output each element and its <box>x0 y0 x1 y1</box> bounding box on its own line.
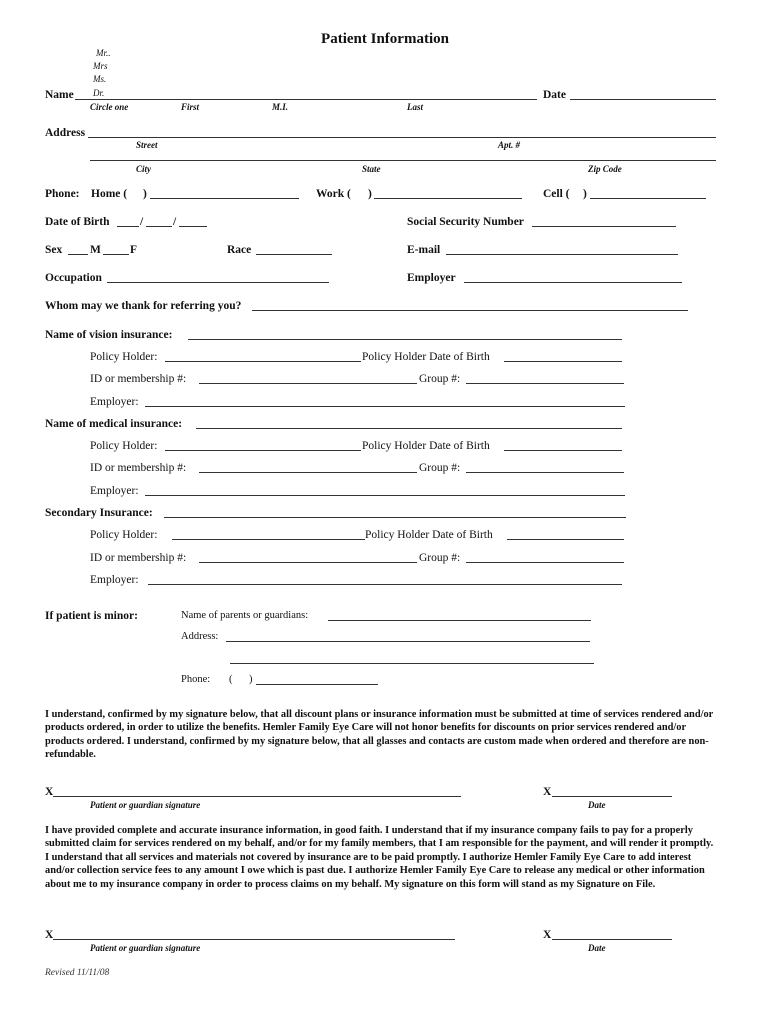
apt-caption: Apt. # <box>498 140 521 150</box>
dob-year-line <box>179 226 207 227</box>
vision-insurance-field[interactable] <box>190 326 620 339</box>
referral-line <box>252 310 688 311</box>
signature-date-x-2: X <box>543 929 552 941</box>
employer-label: Employer <box>407 272 456 284</box>
vision-id-field[interactable] <box>201 370 415 383</box>
vision-employer-label: Employer: <box>90 396 139 408</box>
medical-group-label: Group #: <box>419 462 461 474</box>
state-caption: State <box>362 164 381 174</box>
dob-label: Date of Birth <box>45 216 110 228</box>
address-field[interactable] <box>90 124 710 137</box>
ssn-label: Social Security Number <box>407 216 524 228</box>
signature-date-line-2 <box>552 939 672 940</box>
secondary-holder-dob-field[interactable] <box>509 526 622 539</box>
occupation-line <box>107 282 329 283</box>
medical-group-line <box>466 472 624 473</box>
cell-phone-field[interactable] <box>572 185 706 198</box>
work-phone-field[interactable] <box>352 185 520 198</box>
vision-group-label: Group #: <box>419 373 461 385</box>
medical-employer-line <box>145 495 625 496</box>
cell-phone-label: Cell ( <box>543 188 570 200</box>
medical-employer-label: Employer: <box>90 485 139 497</box>
title-option-ms[interactable]: Ms. <box>93 74 107 84</box>
guardian-name-label: Name of parents or guardians: <box>181 610 309 621</box>
occupation-field[interactable] <box>109 269 327 282</box>
vision-insurance-line <box>188 339 622 340</box>
page-title: Patient Information <box>321 31 449 47</box>
home-phone-line <box>150 198 299 199</box>
signature-date-caption-2: Date <box>588 943 606 953</box>
dob-month-line <box>117 226 139 227</box>
secondary-employer-line <box>148 584 622 585</box>
mi-caption: M.I. <box>272 102 289 112</box>
secondary-group-field[interactable] <box>468 549 622 562</box>
vision-policy-holder-line <box>165 361 361 362</box>
email-line <box>446 254 678 255</box>
signature-line-1 <box>53 796 461 797</box>
sex-f-option[interactable]: F <box>130 244 138 256</box>
guardian-phone-line <box>256 684 378 685</box>
title-option-mr[interactable]: Mr.. <box>96 48 111 58</box>
vision-holder-dob-line <box>504 361 622 362</box>
medical-insurance-field[interactable] <box>198 415 620 428</box>
date-line <box>570 99 716 100</box>
secondary-id-field[interactable] <box>201 549 415 562</box>
race-line <box>256 254 332 255</box>
signature-x-1: X <box>45 786 54 798</box>
guardian-address-label: Address: <box>181 631 219 642</box>
signature-date-caption-1: Date <box>588 800 606 810</box>
medical-id-line <box>199 472 417 473</box>
medical-id-label: ID or membership #: <box>90 462 187 474</box>
secondary-id-line <box>199 562 417 563</box>
signature-date-line-1 <box>552 796 672 797</box>
secondary-insurance-label: Secondary Insurance: <box>45 507 153 519</box>
referral-label: Whom may we thank for referring you? <box>45 300 242 312</box>
vision-group-line <box>466 383 624 384</box>
secondary-policy-holder-line <box>172 539 365 540</box>
secondary-policy-holder-field[interactable] <box>174 526 363 539</box>
occupation-label: Occupation <box>45 272 102 284</box>
vision-policy-holder-field[interactable] <box>167 348 359 361</box>
name-field[interactable] <box>120 86 530 99</box>
revision-date: Revised 11/11/08 <box>45 968 110 978</box>
vision-holder-dob-label: Policy Holder Date of Birth <box>362 351 490 363</box>
guardian-address-field[interactable] <box>228 628 588 641</box>
medical-group-field[interactable] <box>468 459 622 472</box>
ssn-line <box>532 226 676 227</box>
medical-holder-dob-label: Policy Holder Date of Birth <box>362 440 490 452</box>
email-label: E-mail <box>407 244 441 256</box>
medical-policy-holder-field[interactable] <box>167 437 359 450</box>
dob-sep-1: / <box>140 216 144 228</box>
guardian-phone-label: Phone: <box>181 674 211 685</box>
circle-one-caption: Circle one <box>90 102 129 112</box>
phone-label: Phone: <box>45 188 80 200</box>
street-caption: Street <box>136 140 158 150</box>
secondary-insurance-line <box>164 517 626 518</box>
vision-holder-dob-field[interactable] <box>506 348 620 361</box>
medical-id-field[interactable] <box>201 459 415 472</box>
signature-date-field-2[interactable] <box>554 926 670 939</box>
signature-field-2[interactable] <box>55 926 453 939</box>
medical-employer-field[interactable] <box>147 482 623 495</box>
last-caption: Last <box>407 102 424 112</box>
guardian-phone-field[interactable] <box>235 671 376 684</box>
guardian-name-field[interactable] <box>330 607 589 620</box>
signature-date-field-1[interactable] <box>554 783 670 796</box>
title-option-mrs[interactable]: Mrs <box>93 61 108 71</box>
guardian-phone-close: ) <box>249 674 253 685</box>
employer-line <box>464 282 682 283</box>
cell-phone-close: ) <box>583 188 587 200</box>
signature-x-2: X <box>45 929 54 941</box>
consent-paragraph-2: I have provided complete and accurate insurance information, in good faith. I understand that if my insurance company fails to pay for a properly submitted claim for services rendered on my behalf, and/or for my family members, that I am responsible for the payment, and will render it promptly. I understand that all services and materials not covered by insurance are to be paid promptly. I authorize Hemler Family Eye Care to add interest and/or collection service fees to any amount I owe which is past due. I authorize Hemler Family Eye Care to release any medical or other information about me to my insurance company in order to process claims on my behalf. My signature on this form will stand as my Signature on File. <box>45 825 714 890</box>
secondary-employer-field[interactable] <box>150 571 620 584</box>
medical-policy-holder-line <box>165 450 361 451</box>
dob-field[interactable] <box>117 213 207 226</box>
signature-caption-1: Patient or guardian signature <box>90 800 201 810</box>
work-phone-line <box>374 198 522 199</box>
name-label: Name <box>45 89 74 101</box>
medical-holder-dob-line <box>504 450 622 451</box>
secondary-group-label: Group #: <box>419 552 461 564</box>
secondary-group-line <box>466 562 624 563</box>
home-phone-field[interactable] <box>128 185 298 198</box>
vision-id-line <box>199 383 417 384</box>
sex-m-option[interactable]: M <box>90 244 101 256</box>
signature-line-2 <box>53 939 455 940</box>
signature-caption-2: Patient or guardian signature <box>90 943 201 953</box>
secondary-holder-dob-label: Policy Holder Date of Birth <box>365 529 493 541</box>
address-label: Address <box>45 127 86 139</box>
name-line <box>75 99 537 100</box>
vision-id-label: ID or membership #: <box>90 373 187 385</box>
minor-label: If patient is minor: <box>45 610 138 622</box>
first-caption: First <box>181 102 200 112</box>
vision-policy-holder-label: Policy Holder: <box>90 351 158 363</box>
date-field[interactable] <box>572 86 712 99</box>
guardian-address-line-2 <box>230 663 594 664</box>
guardian-address-line <box>226 641 590 642</box>
referral-field[interactable] <box>254 297 686 310</box>
home-phone-label: Home ( <box>91 188 128 200</box>
vision-employer-line <box>145 406 625 407</box>
secondary-id-label: ID or membership #: <box>90 552 187 564</box>
city-line <box>90 160 716 161</box>
sex-label: Sex <box>45 244 63 256</box>
medical-insurance-line <box>196 428 622 429</box>
secondary-holder-dob-line <box>507 539 624 540</box>
date-label: Date <box>543 89 566 101</box>
work-phone-close: ) <box>368 188 372 200</box>
dob-sep-2: / <box>173 216 177 228</box>
guardian-name-line <box>328 620 591 621</box>
zip-caption: Zip Code <box>588 164 622 174</box>
vision-group-field[interactable] <box>468 370 622 383</box>
guardian-phone-open: ( <box>229 674 233 685</box>
secondary-insurance-field[interactable] <box>166 504 624 517</box>
medical-insurance-label: Name of medical insurance: <box>45 418 183 430</box>
address-line <box>88 137 716 138</box>
work-phone-label: Work ( <box>316 188 351 200</box>
employer-field[interactable] <box>466 269 680 282</box>
title-option-dr[interactable]: Dr. <box>93 88 105 98</box>
sex-f-line[interactable] <box>103 254 129 255</box>
signature-date-x-1: X <box>543 786 552 798</box>
city-caption: City <box>136 164 151 174</box>
cell-phone-line <box>590 198 706 199</box>
medical-holder-dob-field[interactable] <box>506 437 620 450</box>
secondary-employer-label: Employer: <box>90 574 139 586</box>
signature-field-1[interactable] <box>55 783 459 796</box>
sex-m-line[interactable] <box>68 254 88 255</box>
ssn-field[interactable] <box>534 213 674 226</box>
dob-day-line <box>146 226 172 227</box>
secondary-policy-holder-label: Policy Holder: <box>90 529 158 541</box>
race-field[interactable] <box>258 241 330 254</box>
home-phone-close: ) <box>143 188 147 200</box>
consent-paragraph-1: I understand, confirmed by my signature below, that all discount plans or insurance information must be submitted at time of services rendered and/or products ordered, in order to utilize the benefits. Hemler Family Eye Care will not honor benefits for discounts on prior services rendered and/or products ordered. I understand, confirmed by my signature below, that all glasses and contacts are custom made when ordered and therefore are non-refundable. <box>45 709 714 761</box>
email-field[interactable] <box>448 241 676 254</box>
city-state-zip-field[interactable] <box>92 147 712 160</box>
vision-insurance-label: Name of vision insurance: <box>45 329 173 341</box>
race-label: Race <box>227 244 252 256</box>
medical-policy-holder-label: Policy Holder: <box>90 440 158 452</box>
vision-employer-field[interactable] <box>147 393 623 406</box>
guardian-address-field-2[interactable] <box>232 650 592 663</box>
